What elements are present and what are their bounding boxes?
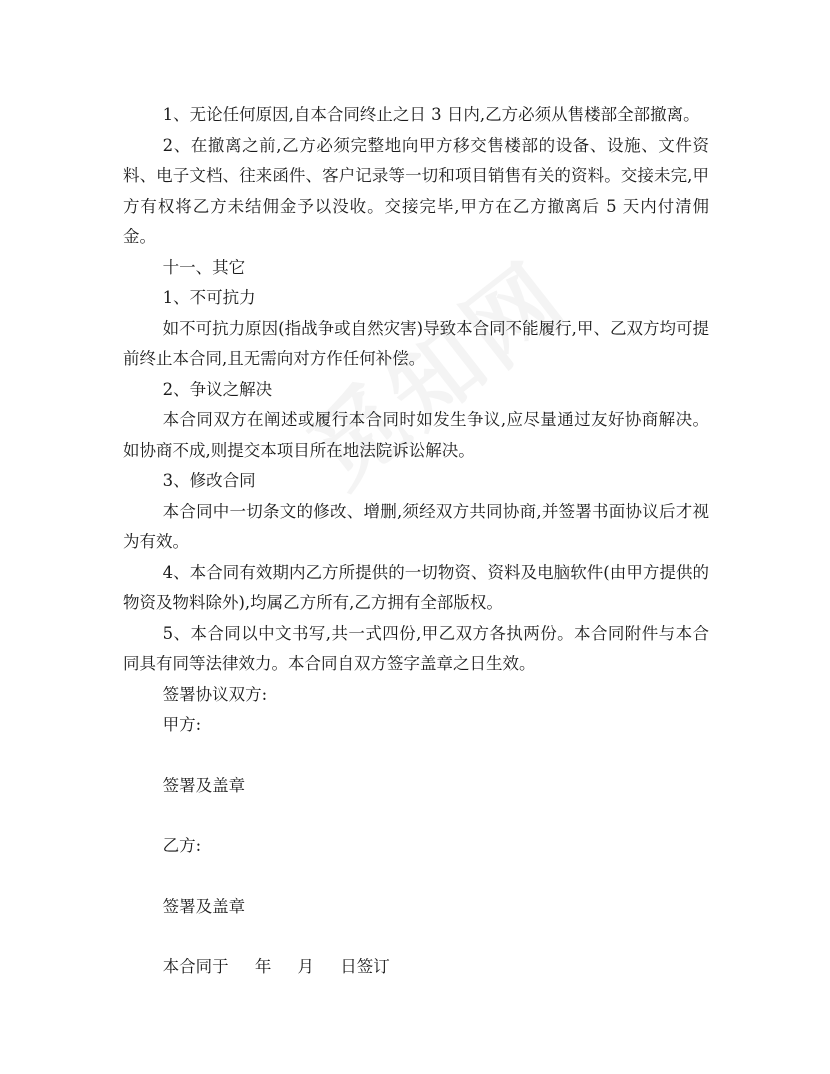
subheading-force-majeure: 1、不可抗力 <box>162 288 256 307</box>
contract-body <box>123 100 709 983</box>
party-a-seal-label: 签署及盖章 <box>162 775 246 795</box>
clause-handover: 2、在撤离之前,乙方必须完整地向甲方移交售楼部的设备、设施、文件资料、电子文档、往来函件、客户记录等一切和项目销售有关的资料。交接未完,甲方有权将乙方未结佣金予以没收。交接完毕,甲方在乙方撤离后 5 天内付清佣金。 <box>123 135 709 246</box>
section-heading-other: 十一、其它 <box>162 257 246 277</box>
subheading-amendment: 3、修改合同 <box>162 471 256 490</box>
party-b-label: 乙方: <box>162 836 202 855</box>
clause-withdraw: 1、无论任何原因,自本合同终止之日 3 日内,乙方必须从售楼部全部撤离。 <box>162 105 700 124</box>
clause-ownership: 4、本合同有效期内乙方所提供的一切物资、资料及电脑软件(由甲方提供的物资及物料除外),均属乙方所有,乙方拥有全部版权。 <box>123 562 709 612</box>
clause-force-majeure: 如不可抗力原因(指战争或自然灾害)导致本合同不能履行,甲、乙双方均可提前终止本合同,且无需向对方作任何补偿。 <box>123 318 709 368</box>
clause-language: 5、本合同以中文书写,共一式四份,甲乙双方各执两份。本合同附件与本合同具有同等法律效力。本合同自双方签字盖章之日生效。 <box>123 623 709 673</box>
clause-dispute: 本合同双方在阐述或履行本合同时如发生争议,应尽量通过友好协商解决。如协商不成,则提交本项目所在地法院诉讼解决。 <box>123 410 709 460</box>
subheading-dispute: 2、争议之解决 <box>162 379 273 399</box>
party-b-seal-label: 签署及盖章 <box>162 896 246 916</box>
party-a-label: 甲方: <box>162 715 202 734</box>
signing-parties-label: 签署协议双方: <box>162 684 268 704</box>
clause-amendment: 本合同中一切条文的修改、增删,须经双方共同协商,并签署书面协议后才视为有效。 <box>123 501 709 551</box>
signing-date-line: 本合同于 年 月 日签订 <box>162 957 390 976</box>
